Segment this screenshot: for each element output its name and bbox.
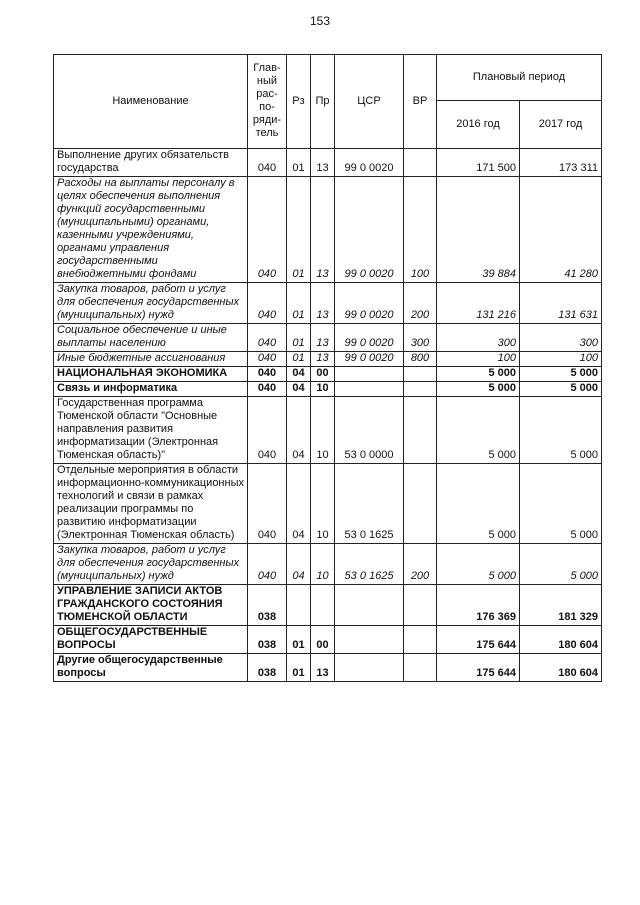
cell-y2016: 171 500	[437, 149, 520, 177]
cell-y2017: 181 329	[520, 585, 602, 626]
cell-rz: 04	[287, 464, 311, 544]
cell-gr: 040	[248, 382, 287, 397]
budget-table	[53, 54, 602, 682]
cell-csr: 99 0 0020	[335, 352, 404, 367]
cell-vr: 300	[404, 324, 437, 352]
table-body	[54, 149, 602, 682]
cell-pr: 13	[311, 324, 335, 352]
header-main-manager	[248, 55, 287, 149]
cell-vr: 200	[404, 544, 437, 585]
cell-gr: 040	[248, 352, 287, 367]
cell-csr: 99 0 0020	[335, 283, 404, 324]
cell-y2016: 39 884	[437, 177, 520, 283]
cell-name: Отдельные мероприятия в области информационно-коммуникационных технологий и связи в рамках реализации программы по развитию информатизации (Электронная Тюменская область)	[54, 464, 248, 544]
table-row	[54, 585, 602, 626]
cell-csr: 99 0 0020	[335, 177, 404, 283]
cell-rz: 04	[287, 382, 311, 397]
cell-y2016: 176 369	[437, 585, 520, 626]
cell-y2017: 41 280	[520, 177, 602, 283]
cell-rz: 01	[287, 352, 311, 367]
cell-name: Связь и информатика	[54, 382, 248, 397]
cell-pr: 13	[311, 283, 335, 324]
header-csr: ЦСР	[335, 55, 404, 149]
cell-csr: 53 0 1625	[335, 544, 404, 585]
cell-y2017: 100	[520, 352, 602, 367]
header-plan-period: Плановый период	[437, 55, 602, 101]
table-row	[54, 654, 602, 682]
cell-y2016: 175 644	[437, 626, 520, 654]
cell-vr: 200	[404, 283, 437, 324]
cell-gr: 038	[248, 654, 287, 682]
cell-gr: 040	[248, 464, 287, 544]
cell-vr	[404, 654, 437, 682]
cell-pr: 10	[311, 382, 335, 397]
cell-y2017: 173 311	[520, 149, 602, 177]
table-row	[54, 283, 602, 324]
cell-y2016: 5 000	[437, 382, 520, 397]
cell-rz: 04	[287, 397, 311, 464]
cell-name: Выполнение других обязательств государства	[54, 149, 248, 177]
cell-gr: 040	[248, 544, 287, 585]
cell-y2017: 5 000	[520, 367, 602, 382]
cell-y2016: 131 216	[437, 283, 520, 324]
cell-pr	[311, 585, 335, 626]
header-vr: ВР	[404, 55, 437, 149]
cell-gr: 040	[248, 149, 287, 177]
header-pr: Пр	[311, 55, 335, 149]
cell-name: ОБЩЕГОСУДАРСТВЕННЫЕ ВОПРОСЫ	[54, 626, 248, 654]
header-year-2017: 2017 год	[520, 101, 602, 149]
cell-csr	[335, 585, 404, 626]
cell-gr: 038	[248, 626, 287, 654]
cell-vr	[404, 149, 437, 177]
cell-pr: 13	[311, 149, 335, 177]
cell-y2016: 5 000	[437, 397, 520, 464]
cell-gr: 040	[248, 397, 287, 464]
cell-vr: 800	[404, 352, 437, 367]
cell-vr	[404, 585, 437, 626]
cell-gr: 040	[248, 283, 287, 324]
cell-name: Закупка товаров, работ и услуг для обеспечения государственных (муниципальных) нужд	[54, 283, 248, 324]
cell-pr: 10	[311, 464, 335, 544]
cell-pr: 13	[311, 352, 335, 367]
cell-rz: 04	[287, 544, 311, 585]
cell-y2017: 5 000	[520, 544, 602, 585]
cell-csr	[335, 626, 404, 654]
cell-rz: 01	[287, 149, 311, 177]
cell-name: Государственная программа Тюменской области "Основные направления развития информатизации (Электронная Тюменская область)"	[54, 397, 248, 464]
cell-name: Расходы на выплаты персоналу в целях обеспечения выполнения функций государственными (муниципальными) органами, казенными учреждениями, органами управления государственными внебюджетными фондами	[54, 177, 248, 283]
header-year-2016: 2016 год	[437, 101, 520, 149]
cell-y2017: 180 604	[520, 626, 602, 654]
cell-gr: 040	[248, 324, 287, 352]
table-row	[54, 382, 602, 397]
cell-y2016: 175 644	[437, 654, 520, 682]
cell-gr: 040	[248, 367, 287, 382]
cell-y2017: 180 604	[520, 654, 602, 682]
cell-y2016: 5 000	[437, 464, 520, 544]
cell-gr: 038	[248, 585, 287, 626]
cell-name: Другие общегосударственные вопросы	[54, 654, 248, 682]
cell-pr: 10	[311, 397, 335, 464]
cell-y2017: 5 000	[520, 382, 602, 397]
cell-csr	[335, 367, 404, 382]
cell-rz: 01	[287, 654, 311, 682]
cell-name: НАЦИОНАЛЬНАЯ ЭКОНОМИКА	[54, 367, 248, 382]
cell-csr	[335, 654, 404, 682]
cell-gr: 040	[248, 177, 287, 283]
cell-rz: 04	[287, 367, 311, 382]
cell-name: Закупка товаров, работ и услуг для обеспечения государственных (муниципальных) нужд	[54, 544, 248, 585]
cell-y2016: 100	[437, 352, 520, 367]
cell-y2017: 5 000	[520, 464, 602, 544]
table-row	[54, 352, 602, 367]
cell-pr: 10	[311, 544, 335, 585]
cell-vr	[404, 397, 437, 464]
page-number: 153	[309, 14, 331, 28]
cell-rz	[287, 585, 311, 626]
cell-y2017: 5 000	[520, 397, 602, 464]
header-rz: Рз	[287, 55, 311, 149]
cell-name: УПРАВЛЕНИЕ ЗАПИСИ АКТОВ ГРАЖДАНСКОГО СОСТОЯНИЯ ТЮМЕНСКОЙ ОБЛАСТИ	[54, 585, 248, 626]
cell-rz: 01	[287, 626, 311, 654]
cell-pr: 13	[311, 654, 335, 682]
table-row	[54, 367, 602, 382]
cell-rz: 01	[287, 283, 311, 324]
cell-csr: 53 0 0000	[335, 397, 404, 464]
cell-vr	[404, 464, 437, 544]
cell-pr: 00	[311, 626, 335, 654]
cell-pr: 00	[311, 367, 335, 382]
cell-rz: 01	[287, 324, 311, 352]
cell-y2016: 5 000	[437, 544, 520, 585]
cell-y2016: 5 000	[437, 367, 520, 382]
cell-csr: 99 0 0020	[335, 149, 404, 177]
cell-name: Социальное обеспечение и иные выплаты населению	[54, 324, 248, 352]
cell-y2017: 300	[520, 324, 602, 352]
cell-rz: 01	[287, 177, 311, 283]
table-row	[54, 464, 602, 544]
cell-csr	[335, 382, 404, 397]
cell-csr: 53 0 1625	[335, 464, 404, 544]
table-row	[54, 626, 602, 654]
header-main-manager-text: Глав- ный рас- по- ряди- тель	[252, 62, 282, 139]
cell-vr	[404, 382, 437, 397]
table-row	[54, 397, 602, 464]
cell-y2016: 300	[437, 324, 520, 352]
table-row	[54, 544, 602, 585]
table-row	[54, 149, 602, 177]
cell-y2017: 131 631	[520, 283, 602, 324]
cell-vr: 100	[404, 177, 437, 283]
table-row	[54, 177, 602, 283]
table-row	[54, 324, 602, 352]
header-name: Наименование	[54, 55, 248, 149]
cell-csr: 99 0 0020	[335, 324, 404, 352]
cell-vr	[404, 367, 437, 382]
cell-vr	[404, 626, 437, 654]
cell-pr: 13	[311, 177, 335, 283]
cell-name: Иные бюджетные ассигнования	[54, 352, 248, 367]
